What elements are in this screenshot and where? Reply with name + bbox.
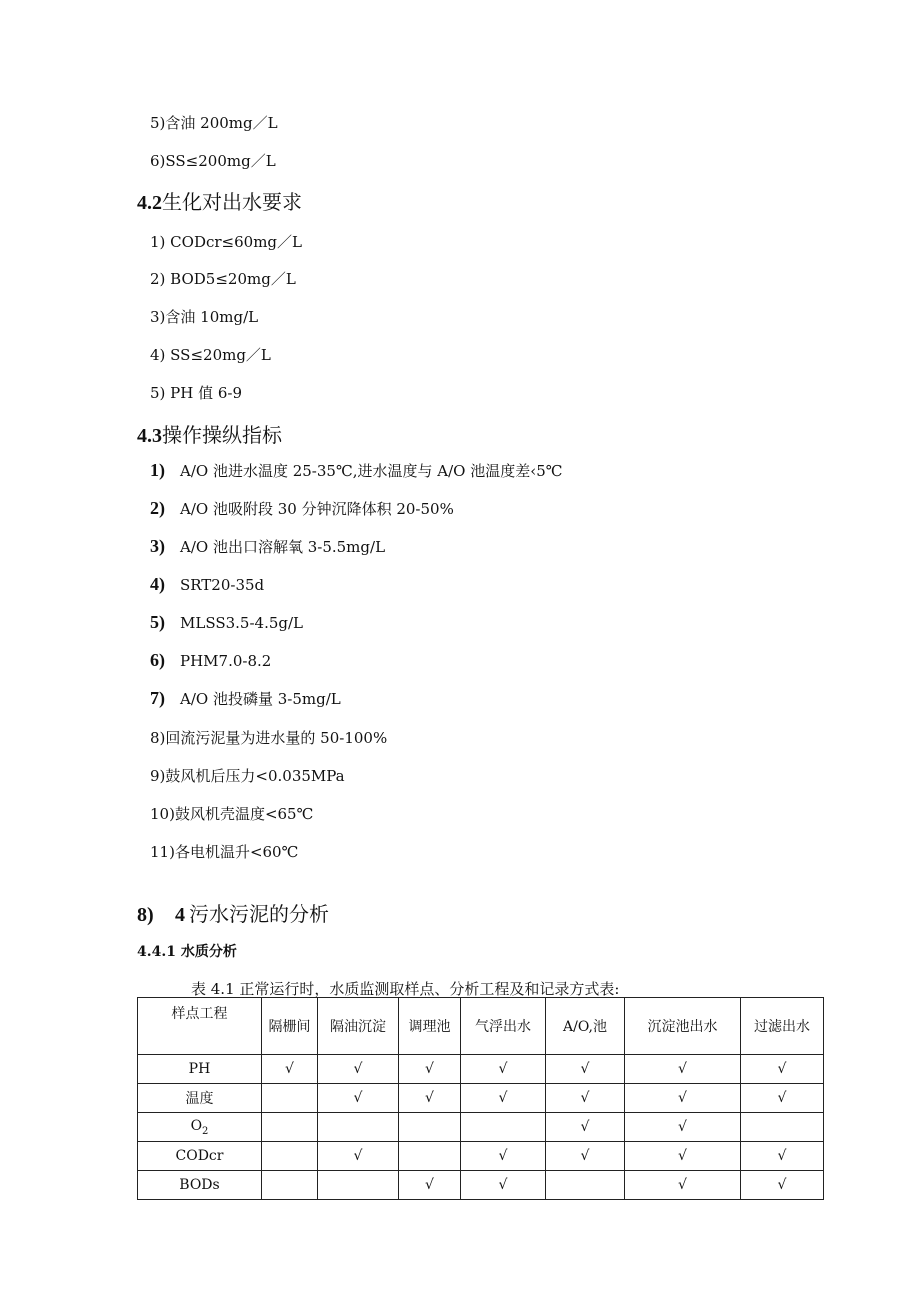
list-item: 3)含油 10mg/L	[150, 308, 259, 326]
table-cell	[318, 1171, 399, 1200]
row-label-subscript: 2	[202, 1125, 209, 1137]
row-label: CODcr	[138, 1142, 262, 1171]
table-header: 样点工程	[138, 998, 262, 1055]
list-item: 4) SS≤20mg／L	[150, 346, 271, 364]
table-cell: √	[546, 1142, 625, 1171]
section-heading-4-3	[137, 419, 282, 448]
table-cell	[262, 1142, 318, 1171]
item-number: 7)	[150, 688, 165, 708]
table-cell: √	[399, 1084, 461, 1113]
section-list-number: 8)	[137, 904, 154, 926]
table-cell: √	[741, 1142, 824, 1171]
table-row	[138, 1171, 824, 1200]
section-title: 生化对出水要求	[162, 190, 302, 214]
table-cell: √	[625, 1171, 741, 1200]
list-item: 11)各电机温升<60℃	[150, 843, 299, 861]
table-cell: √	[318, 1084, 399, 1113]
table-cell: √	[461, 1084, 546, 1113]
table-cell: √	[399, 1171, 461, 1200]
table-cell: √	[625, 1084, 741, 1113]
list-item: 10)鼓风机壳温度<65℃	[150, 805, 314, 823]
table-cell: √	[741, 1171, 824, 1200]
item-text: A/O 池投磷量 3-5mg/L	[180, 690, 341, 708]
row-label-text: O	[190, 1117, 203, 1134]
section-heading-4-2	[137, 186, 302, 215]
table-cell: √	[546, 1113, 625, 1142]
section-heading-4-4	[137, 898, 329, 927]
table-cell: √	[461, 1171, 546, 1200]
table-cell: √	[546, 1084, 625, 1113]
table-cell	[399, 1113, 461, 1142]
list-item: 9)鼓风机后压力<0.035MPa	[150, 767, 345, 785]
item-text: A/O 池进水温度 25-35℃,进水温度与 A/O 池温度差‹5℃	[180, 462, 563, 480]
table-header: 气浮出水	[461, 998, 546, 1055]
list-item	[150, 498, 454, 519]
section-number: 4	[175, 904, 185, 926]
list-item: 6)SS≤200mg／L	[150, 152, 276, 170]
item-text: PHM7.0-8.2	[180, 652, 272, 670]
list-item	[150, 650, 271, 671]
table-cell	[399, 1142, 461, 1171]
table-cell: √	[625, 1142, 741, 1171]
item-text: SRT20-35d	[180, 576, 265, 594]
table-row	[138, 1055, 824, 1084]
table-cell: √	[461, 1055, 546, 1084]
table-row	[138, 1142, 824, 1171]
table-header: A/O,池	[546, 998, 625, 1055]
list-item: 1) CODcr≤60mg／L	[150, 233, 302, 251]
item-text: A/O 池吸附段 30 分钟沉降体积 20-50%	[180, 500, 454, 518]
table-header-row	[138, 998, 824, 1055]
table-cell: √	[546, 1055, 625, 1084]
table-header: 隔油沉淀	[318, 998, 399, 1055]
list-item: 5) PH 值 6-9	[150, 384, 243, 402]
table-row	[138, 1113, 824, 1142]
row-label: BODs	[138, 1171, 262, 1200]
table-cell	[318, 1113, 399, 1142]
table-cell: √	[741, 1055, 824, 1084]
list-item: 5)含油 200mg／L	[150, 114, 278, 132]
section-title: 污水污泥的分析	[189, 902, 329, 926]
row-label: PH	[138, 1055, 262, 1084]
list-item	[150, 536, 385, 557]
item-number: 2)	[150, 498, 165, 518]
subsection-heading: 4.4.1 水质分析	[137, 944, 237, 960]
list-item	[150, 574, 264, 595]
table-row	[138, 1084, 824, 1113]
table-cell	[461, 1113, 546, 1142]
table-header: 调理池	[399, 998, 461, 1055]
list-item	[150, 612, 303, 633]
table-cell: √	[741, 1084, 824, 1113]
table-cell: √	[625, 1055, 741, 1084]
table-cell: √	[625, 1113, 741, 1142]
section-title: 操作操纵指标	[162, 423, 282, 447]
list-item: 8)回流污泥量为进水量的 50-100%	[150, 729, 388, 747]
list-item	[150, 460, 563, 481]
row-label	[138, 1113, 262, 1142]
table-cell	[262, 1084, 318, 1113]
table-caption: 表 4.1 正常运行时，水质监测取样点、分析工程及和记录方式表:	[191, 980, 620, 998]
water-quality-table	[137, 997, 824, 1200]
table-cell: √	[399, 1055, 461, 1084]
row-label: 温度	[138, 1084, 262, 1113]
table-cell	[741, 1113, 824, 1142]
list-item: 2) BOD5≤20mg／L	[150, 270, 296, 288]
item-text: MLSS3.5-4.5g/L	[180, 614, 304, 632]
table-cell: √	[318, 1055, 399, 1084]
table-cell	[262, 1171, 318, 1200]
table-header: 过滤出水	[741, 998, 824, 1055]
item-number: 1)	[150, 460, 165, 480]
table-header: 沉淀池出水	[625, 998, 741, 1055]
section-number: 4.2	[137, 192, 162, 214]
table-cell: √	[262, 1055, 318, 1084]
table-header: 隔栅间	[262, 998, 318, 1055]
table-cell: √	[461, 1142, 546, 1171]
table-cell: √	[318, 1142, 399, 1171]
table-cell	[262, 1113, 318, 1142]
section-number: 4.3	[137, 425, 162, 447]
table-cell	[546, 1171, 625, 1200]
item-number: 6)	[150, 650, 165, 670]
item-text: A/O 池出口溶解氧 3-5.5mg/L	[180, 538, 386, 556]
item-number: 4)	[150, 574, 165, 594]
item-number: 5)	[150, 612, 165, 632]
item-number: 3)	[150, 536, 165, 556]
list-item	[150, 688, 341, 709]
